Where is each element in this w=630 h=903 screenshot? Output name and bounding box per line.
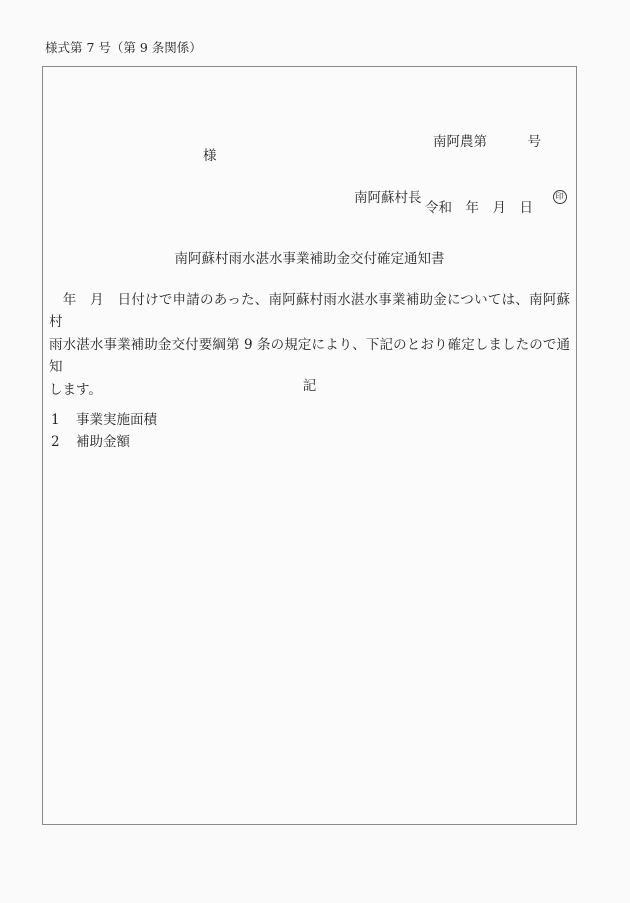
doc-number-line: 南阿農第 号 xyxy=(433,134,541,150)
document-border-box xyxy=(42,66,577,825)
seal-text: 印 xyxy=(555,192,565,202)
body-line: 年 月 日付けで申請のあった、南阿蘇村雨水湛水事業補助金については、南阿蘇村 xyxy=(49,292,570,331)
document-title: 南阿蘇村雨水湛水事業補助金交付確定通知書 xyxy=(174,251,445,267)
item-number: 1 xyxy=(51,412,60,428)
body-line: 雨水湛水事業補助金交付要綱第 9 条の規定により、下記のとおり確定しましたので通知 xyxy=(49,336,570,376)
document-header xyxy=(43,87,576,263)
recipient-honorific: 様 xyxy=(203,148,217,164)
item-list xyxy=(51,409,157,453)
form-number-label: 様式第 7 号（第 9 条関係） xyxy=(45,40,202,55)
record-heading: 記 xyxy=(302,378,317,394)
list-item xyxy=(51,431,157,453)
item-number: 2 xyxy=(51,434,60,450)
sender-title: 南阿蘇村長 xyxy=(354,190,422,206)
item-label: 事業実施面積 xyxy=(76,412,157,428)
body-line: します。 xyxy=(49,381,102,398)
item-label: 補助金額 xyxy=(76,434,130,450)
list-item xyxy=(51,409,157,431)
date-line: 令和 年 月 日 xyxy=(425,200,533,216)
sender-row xyxy=(43,187,576,209)
seal-stamp-icon xyxy=(553,190,567,204)
